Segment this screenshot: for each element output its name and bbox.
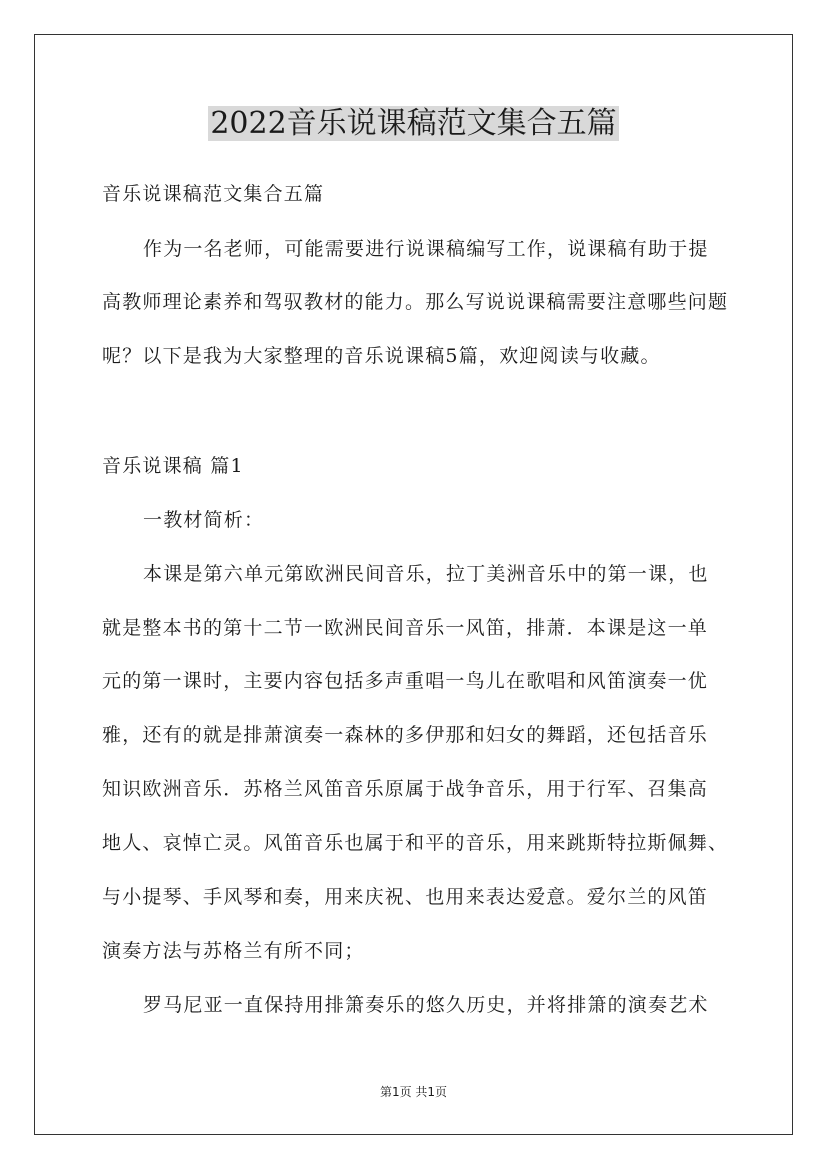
- body-line-3: 元的第一课时，主要内容包括多声重唱一鸟儿在歌唱和风笛演奏一优: [102, 670, 709, 692]
- document-subtitle: 音乐说课稿范文集合五篇: [102, 183, 325, 205]
- intro-line-2: 高教师理论素养和驾驭教材的能力。那么写说说课稿需要注意哪些问题: [102, 291, 729, 313]
- body-line-7: 与小提琴、手风琴和奏，用来庆祝、也用来表达爱意。爱尔兰的风笛: [102, 886, 709, 908]
- intro-line-3: 呢？以下是我为大家整理的音乐说课稿5篇，欢迎阅读与收藏。: [102, 345, 661, 367]
- section-subheading: 一教材简析：: [143, 509, 265, 531]
- document-title-text: 2022音乐说课稿范文集合五篇: [210, 106, 617, 141]
- body-line-9: 罗马尼亚一直保持用排箫奏乐的悠久历史，并将排箫的演奏艺术: [143, 994, 709, 1016]
- body-line-5: 知识欧洲音乐．苏格兰风笛音乐原属于战争音乐，用于行军、召集高: [102, 778, 709, 800]
- body-line-1: 本课是第六单元第欧洲民间音乐，拉丁美洲音乐中的第一课，也: [143, 563, 709, 585]
- intro-line-1: 作为一名老师，可能需要进行说课稿编写工作，说课稿有助于提: [143, 238, 709, 260]
- body-line-8: 演奏方法与苏格兰有所不同；: [102, 940, 365, 962]
- page-footer: 第1页 共1页: [379, 1085, 448, 1099]
- body-line-4: 雅，还有的就是排萧演奏一森林的多伊那和妇女的舞蹈，还包括音乐: [102, 724, 709, 746]
- section-heading: 音乐说课稿 篇1: [102, 455, 244, 477]
- document-title: [0, 102, 827, 146]
- body-line-2: 就是整本书的第十二节一欧洲民间音乐一风笛，排萧．本课是这一单: [102, 617, 709, 639]
- body-line-6: 地人、哀悼亡灵。风笛音乐也属于和平的音乐，用来跳斯特拉斯佩舞、: [102, 832, 729, 854]
